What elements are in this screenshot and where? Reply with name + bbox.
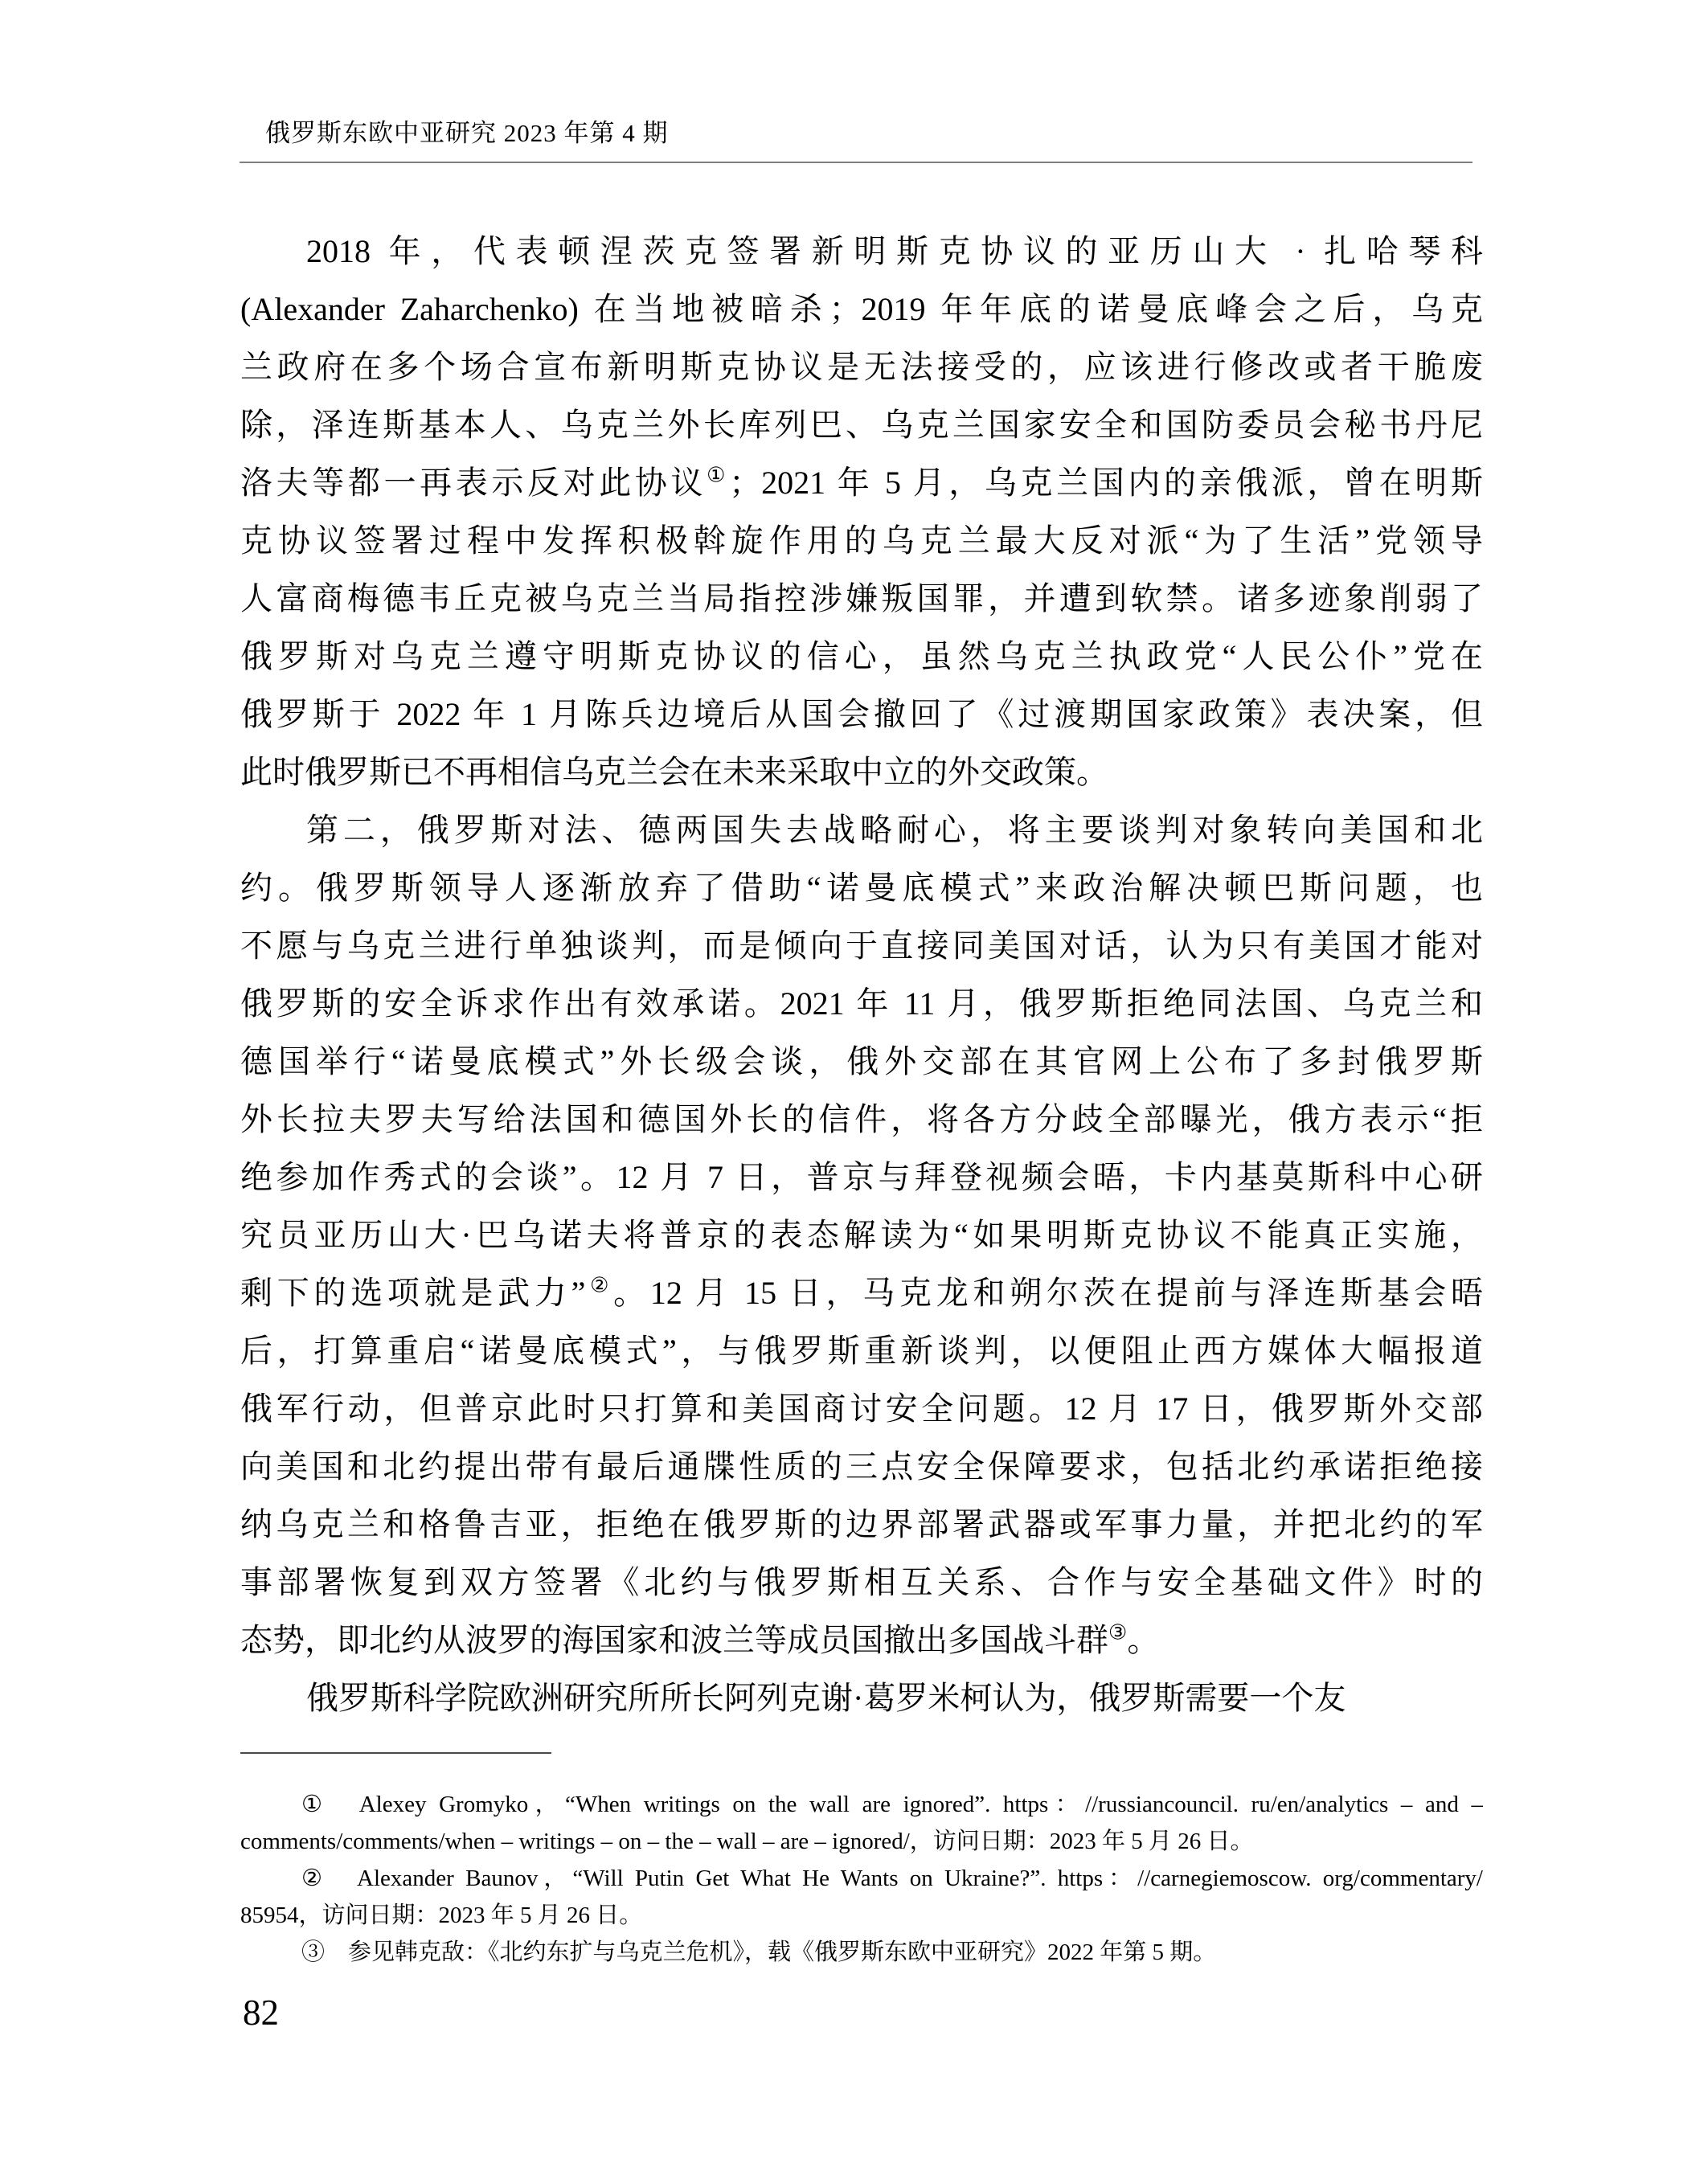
footnote-line: ③ 参见韩克敌：《北约东扩与乌克兰危机》，载《俄罗斯东欧中亚研究》2022 年第 5 期。 — [301, 1939, 1217, 1965]
body-text-line: (Alexander Zaharchenko) 在当地被暗杀；2019 年年底的诺曼底峰会之后，乌克 — [240, 291, 1483, 327]
article-body — [240, 223, 1483, 1727]
footnotes-block — [240, 1786, 1483, 1971]
body-text-line: 剩下的选项就是武力”②。12 月 15 日，马克龙和朔尔茨在提前与泽连斯基会晤 — [240, 1273, 1483, 1311]
body-text-line: 向美国和北约提出带有最后通牒性质的三点安全保障要求，包括北约承诺拒绝接 — [240, 1448, 1483, 1485]
body-text-line: 俄罗斯于 2022 年 1 月陈兵边境后从国会撤回了《过渡期国家政策》表决案，但 — [240, 696, 1483, 732]
footnote-line: ① Alexey Gromyko，“When writings on the wall are ignored”. https：//russiancouncil. ru/en/analytics – and – — [301, 1792, 1483, 1817]
body-text-line: 外长拉夫罗夫写给法国和德国外长的信件，将各方分歧全部曝光，俄方表示“拒 — [240, 1101, 1483, 1137]
body-text-line: 人富商梅德韦丘克被乌克兰当局指控涉嫌叛国罪，并遭到软禁。诸多迹象削弱了 — [240, 580, 1483, 616]
body-text-line: 除，泽连斯基本人、乌克兰外长库列巴、乌克兰国家安全和国防委员会秘书丹尼 — [240, 407, 1483, 443]
body-text-line: 2018 年，代表顿涅茨克签署新明斯克协议的亚历山大 · 扎哈琴科 — [306, 233, 1483, 269]
footnote-line: ② Alexander Baunov，“Will Putin Get What He Wants on Ukraine?”. https：//carnegiemoscow. org/commentary/ — [301, 1866, 1483, 1891]
body-text-line: 洛夫等都一再表示反对此协议①；2021 年 5 月，乌克兰国内的亲俄派，曾在明斯 — [240, 463, 1483, 501]
body-text-line: 究员亚历山大·巴乌诺夫将普京的表态解读为“如果明斯克协议不能真正实施， — [240, 1217, 1483, 1253]
body-text-line: 不愿与乌克兰进行单独谈判，而是倾向于直接同美国对话，认为只有美国才能对 — [240, 928, 1483, 964]
journal-header: 俄罗斯东欧中亚研究 2023 年第 4 期 — [265, 119, 669, 147]
footnote-separator-rule — [240, 1752, 551, 1754]
header-rule — [240, 162, 1472, 163]
body-text-line: 后，打算重启“诺曼底模式”，与俄罗斯重新谈判，以便阻止西方媒体大幅报道 — [240, 1333, 1483, 1369]
footnote-line: 85954，访问日期：2023 年 5 月 26 日。 — [240, 1902, 643, 1928]
page-number: 82 — [243, 1993, 279, 2033]
body-text-line: 约。俄罗斯领导人逐渐放弃了借助“诺曼底模式”来政治解决顿巴斯问题，也 — [240, 870, 1483, 906]
body-text-line: 事部署恢复到双方签署《北约与俄罗斯相互关系、合作与安全基础文件》时的 — [240, 1564, 1483, 1600]
body-text-line: 俄罗斯的安全诉求作出有效承诺。2021 年 11 月，俄罗斯拒绝同法国、乌克兰和 — [240, 985, 1483, 1022]
body-text-line: 兰政府在多个场合宣布新明斯克协议是无法接受的，应该进行修改或者干脆废 — [240, 349, 1483, 385]
body-text-line: 此时俄罗斯已不再相信乌克兰会在未来采取中立的外交政策。 — [240, 754, 1108, 790]
body-text-line: 第二，俄罗斯对法、德两国失去战略耐心，将主要谈判对象转向美国和北 — [306, 812, 1483, 848]
body-text-line: 克协议签署过程中发挥积极斡旋作用的乌克兰最大反对派“为了生活”党领导 — [240, 522, 1483, 559]
body-text-line: 俄罗斯对乌克兰遵守明斯克协议的信心，虽然乌克兰执政党“人民公仆”党在 — [240, 638, 1483, 674]
body-text-line: 纳乌克兰和格鲁吉亚，拒绝在俄罗斯的边界部署武器或军事力量，并把北约的军 — [240, 1506, 1483, 1542]
body-text-line: 德国举行“诺曼底模式”外长级会谈，俄外交部在其官网上公布了多封俄罗斯 — [240, 1043, 1483, 1079]
body-text-line: 俄军行动，但普京此时只打算和美国商讨安全问题。12 月 17 日，俄罗斯外交部 — [240, 1390, 1483, 1427]
body-text-line: 俄罗斯科学院欧洲研究所所长阿列克谢·葛罗米柯认为，俄罗斯需要一个友 — [306, 1680, 1346, 1716]
body-text-line: 绝参加作秀式的会谈”。12 月 7 日，普京与拜登视频会晤，卡内基莫斯科中心研 — [240, 1159, 1483, 1195]
body-text-line: 态势，即北约从波罗的海国家和波兰等成员国撤出多国战斗群③。 — [240, 1620, 1160, 1658]
footnote-line: comments/comments/when – writings – on – the – wall – are – ignored/，访问日期：2023 年 5 月 26 日。 — [240, 1829, 1254, 1854]
